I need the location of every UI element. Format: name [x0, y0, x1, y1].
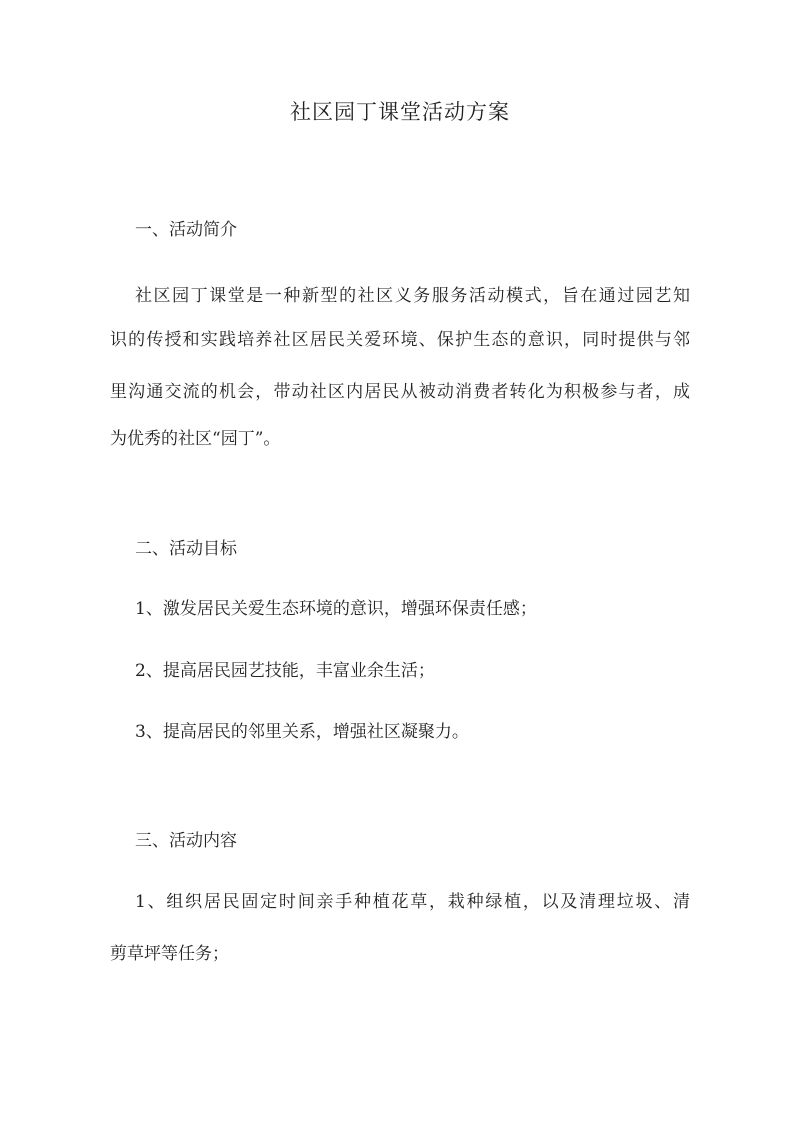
- content-item-1-line-2: 剪草坪等任务；: [110, 944, 229, 964]
- content-item-1-line-1: 1、组织居民固定时间亲手种植花草，栽种绿植，以及清理垃圾、清: [135, 892, 690, 912]
- intro-paragraph-line-3: 里沟通交流的机会，带动社区内居民从被动消费者转化为积极参与者，成: [110, 382, 690, 402]
- section-heading-intro: 一、活动简介: [135, 220, 237, 240]
- section-heading-goals: 二、活动目标: [135, 539, 237, 559]
- goal-item-2: 2、提高居民园艺技能，丰富业余生活；: [135, 661, 435, 681]
- section-heading-content: 三、活动内容: [135, 831, 237, 851]
- document-title: 社区园丁课堂活动方案: [290, 100, 510, 124]
- goal-item-1: 1、激发居民关爱生态环境的意识，增强环保责任感；: [135, 599, 537, 619]
- goal-item-3: 3、提高居民的邻里关系，增强社区凝聚力。: [135, 722, 469, 742]
- intro-paragraph-line-1: 社区园丁课堂是一种新型的社区义务服务活动模式，旨在通过园艺知: [135, 286, 690, 306]
- intro-paragraph-line-2: 识的传授和实践培养社区居民关爱环境、保护生态的意识，同时提供与邻: [110, 330, 690, 350]
- intro-paragraph-line-4: 为优秀的社区“园丁”。: [110, 429, 281, 449]
